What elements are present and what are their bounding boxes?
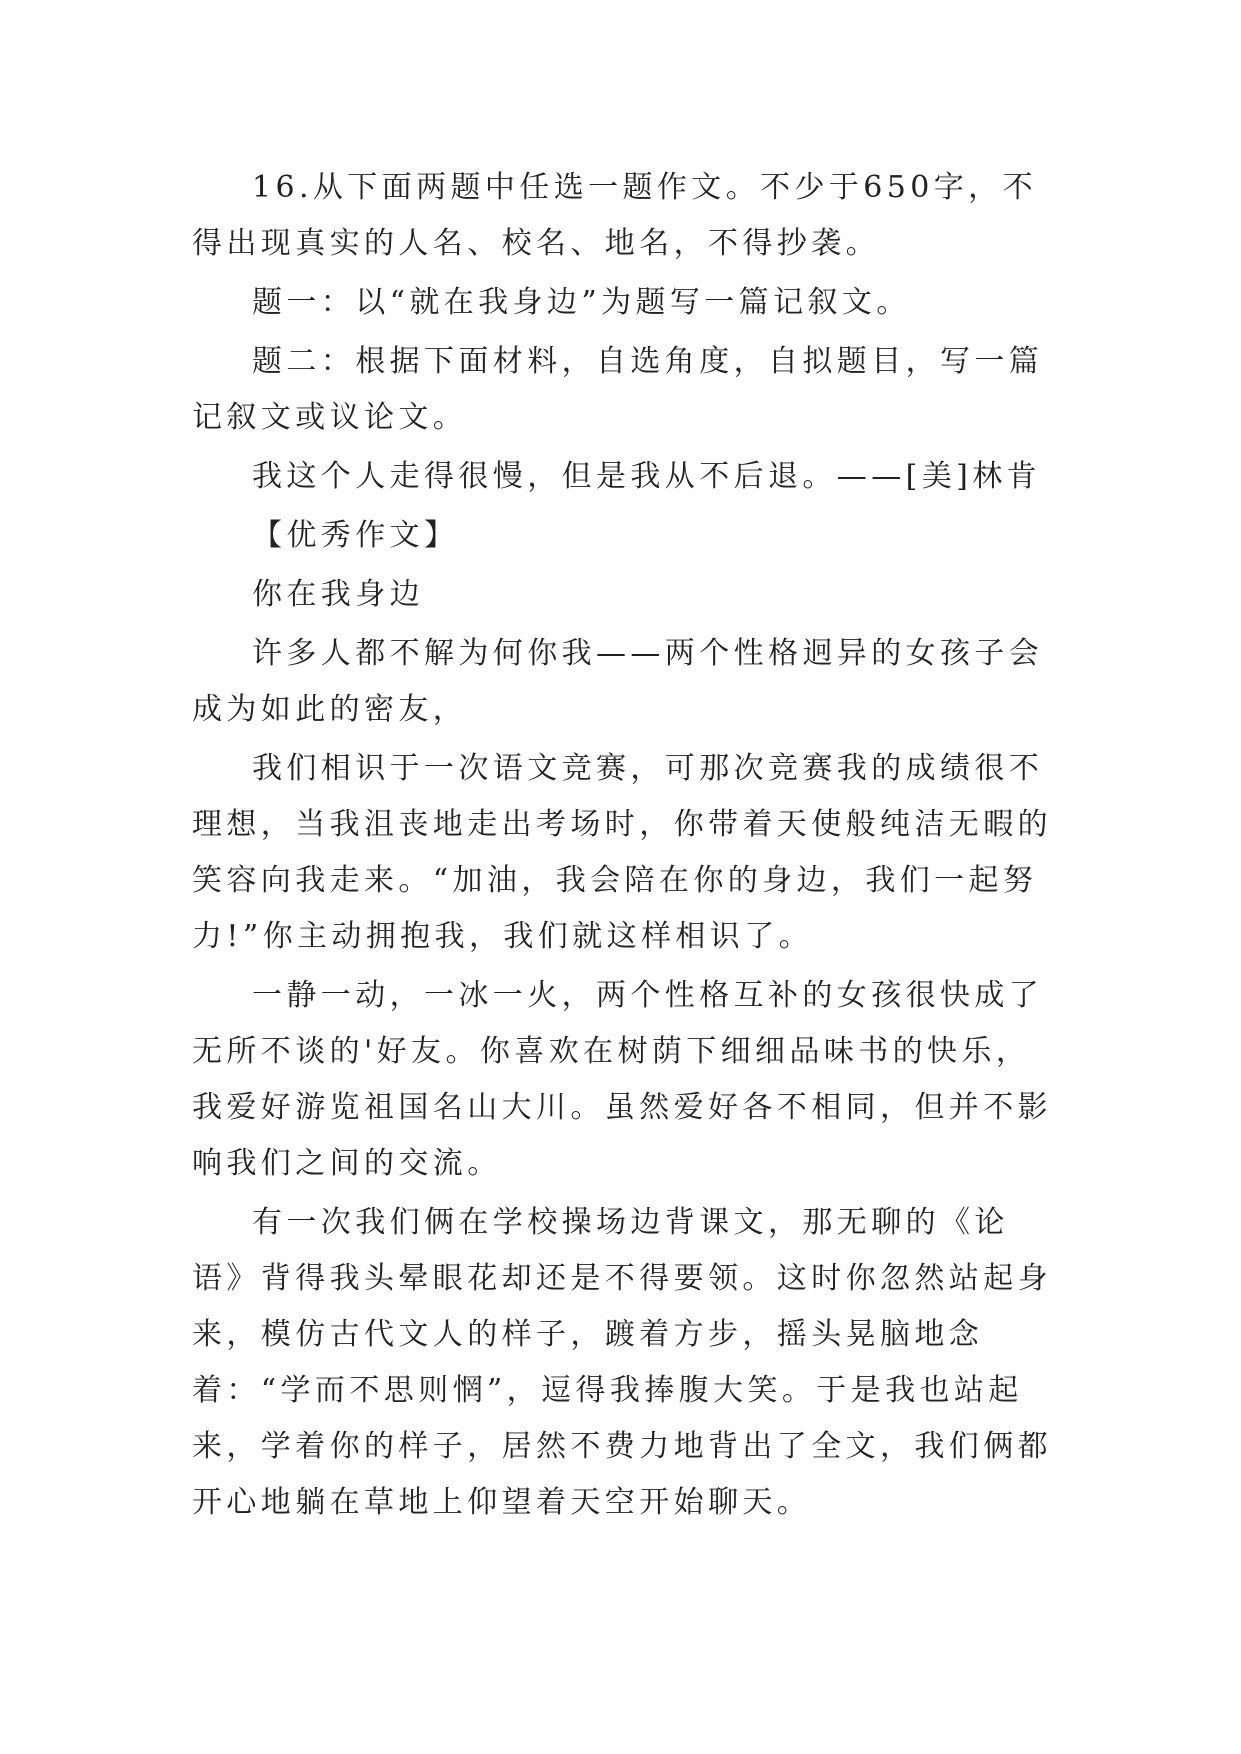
essay-title: 你在我身边 [252,577,424,612]
question-prompt: 16.从下面两题中任选一题作文。不少于650字，不得出现真实的人名、校名、地名，不得抄袭。 [192,170,1037,261]
section-heading: 【优秀作文】 [252,518,459,553]
topic-two: 题二：根据下面材料，自选角度，自拟题目，写一篇记叙文或议论文。 [192,344,1044,435]
essay-paragraph: 我们相识于一次语文竞赛，可那次竞赛我的成绩很不理想，当我沮丧地走出考场时，你带着天使般纯洁无暇的笑容向我走来。“加油，我会陪在你的身边，我们一起努力!”你主动拥抱我，我们就这样相识了。 [192,751,1052,954]
material-quote: 我这个人走得很慢，但是我从不后退。——[美]林肯 [252,459,1042,494]
essay-paragraph: 有一次我们俩在学校操场边背课文，那无聊的《论语》背得我头晕眼花却还是不得要领。这时你忽然站起身来，模仿古代文人的样子，踱着方步，摇头晃脑地念着：“学而不思则惘”，逗得我捧腹大笑。于是我也站起来，学着你的样子，居然不费力地背出了全文，我们俩都开心地躺在草地上仰望着天空开始聊天。 [192,1205,1052,1520]
document-page [192,160,1054,1534]
essay-paragraph: 一静一动，一冰一火，两个性格互补的女孩很快成了无所不谈的'好友。你喜欢在树荫下细细品味书的快乐，我爱好游览祖国名山大川。虽然爱好各不相同，但并不影响我们之间的交流。 [192,978,1052,1181]
topic-one: 题一：以“就在我身边”为题写一篇记叙文。 [252,285,911,320]
essay-paragraph: 许多人都不解为何你我——两个性格迥异的女孩子会成为如此的密友， [192,636,1044,727]
